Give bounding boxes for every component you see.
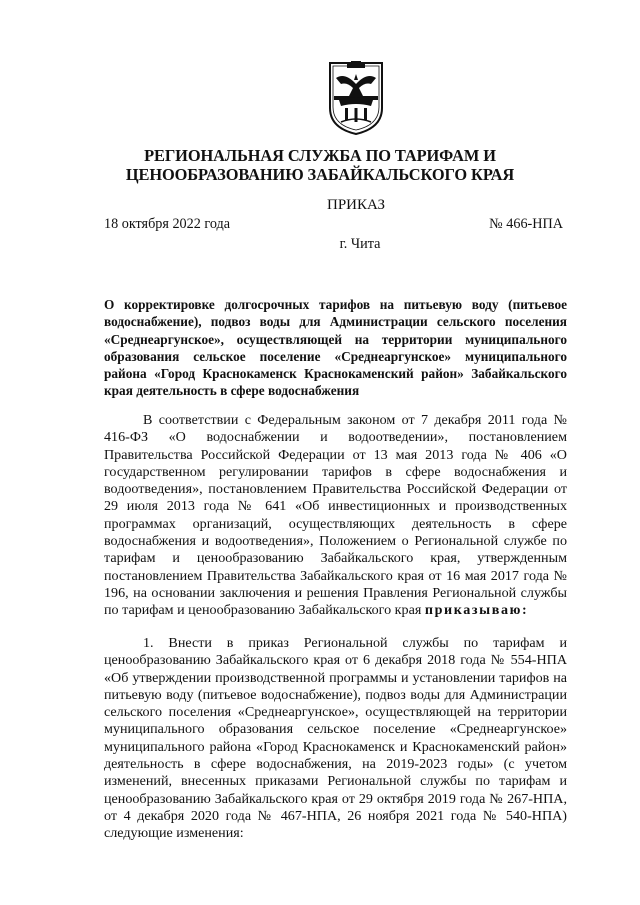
preamble-text: В соответствии с Федеральным законом от 7 декабря 2011 года № 416-ФЗ «О водоснабжении и водоотведении», постановлением Правительства Российской Федерации от 13 мая 2013 года № 406 «О государственном регулировании тарифов в сфере водоснабжения и водоотведения», постановлением Правительства Российской Федерации от 29 июля 2013 года № 641 «Об инвестиционных и производственных программах организаций, осуществляющих деятельность в сфере водоснабжения и водоотведения», Положением о Региональной службе по тарифам и ценообразованию Забайкальского края, утвержденным постановлением Правительства Забайкальского края от 16 мая 2017 года № 196, на основании заключения и решения Правления Региональной службы по тарифам и ценообразованию Забайкальского края [104,412,567,619]
document-number: № 466-НПА [489,216,563,232]
document-type: ПРИКАЗ [327,197,385,213]
item-1-paragraph [104,635,567,843]
title-line-2: ЦЕНООБРАЗОВАНИЮ ЗАБАЙКАЛЬСКОГО КРАЯ [125,165,515,184]
coat-of-arms-emblem [327,60,385,136]
directive-word: приказываю: [424,602,529,619]
preamble-paragraph [104,412,567,620]
document-date: 18 октября 2022 года [104,216,231,232]
organization-title [60,146,580,184]
item-1-text: 1. Внести в приказ Региональной службы по тарифам и ценообразованию Забайкальского края от 6 декабря 2018 года № 554-НПА «Об утверждении производственной программы и установлении тарифов на питьевую воду (питьевое водоснабжение), подвоз воды для Администрации сельского поселения «Среднеаргунское», осуществляющей на территории муниципального образования сельское поселение «Среднеаргунское» муниципального района «Город Краснокаменск и Краснокаменский район» деятельность в сфере водоснабжения, на 2019-2023 годы» (с учетом изменений, внесенных приказами Региональной службы по тарифам и ценообразованию Забайкальского края от 29 октября 2019 года № 267-НПА, от 4 декабря 2020 года № 467-НПА, 26 ноября 2021 года № 540-НПА) следующие изменения: [104,635,567,842]
title-line-1: РЕГИОНАЛЬНАЯ СЛУЖБА ПО ТАРИФАМ И [144,146,496,165]
document-city: г. Чита [339,236,381,252]
document-subject: О корректировке долгосрочных тарифов на питьевую воду (питьевое водоснабжение), подвоз воды для Администрации сельского поселения «Среднеаргунское», осуществляющей на территории муниципального образования сельское поселение «Среднеаргунское» муниципального района «Город Краснокаменск Краснокаменский район» Забайкальского края деятельность в сфере водоснабжения [104,297,567,399]
